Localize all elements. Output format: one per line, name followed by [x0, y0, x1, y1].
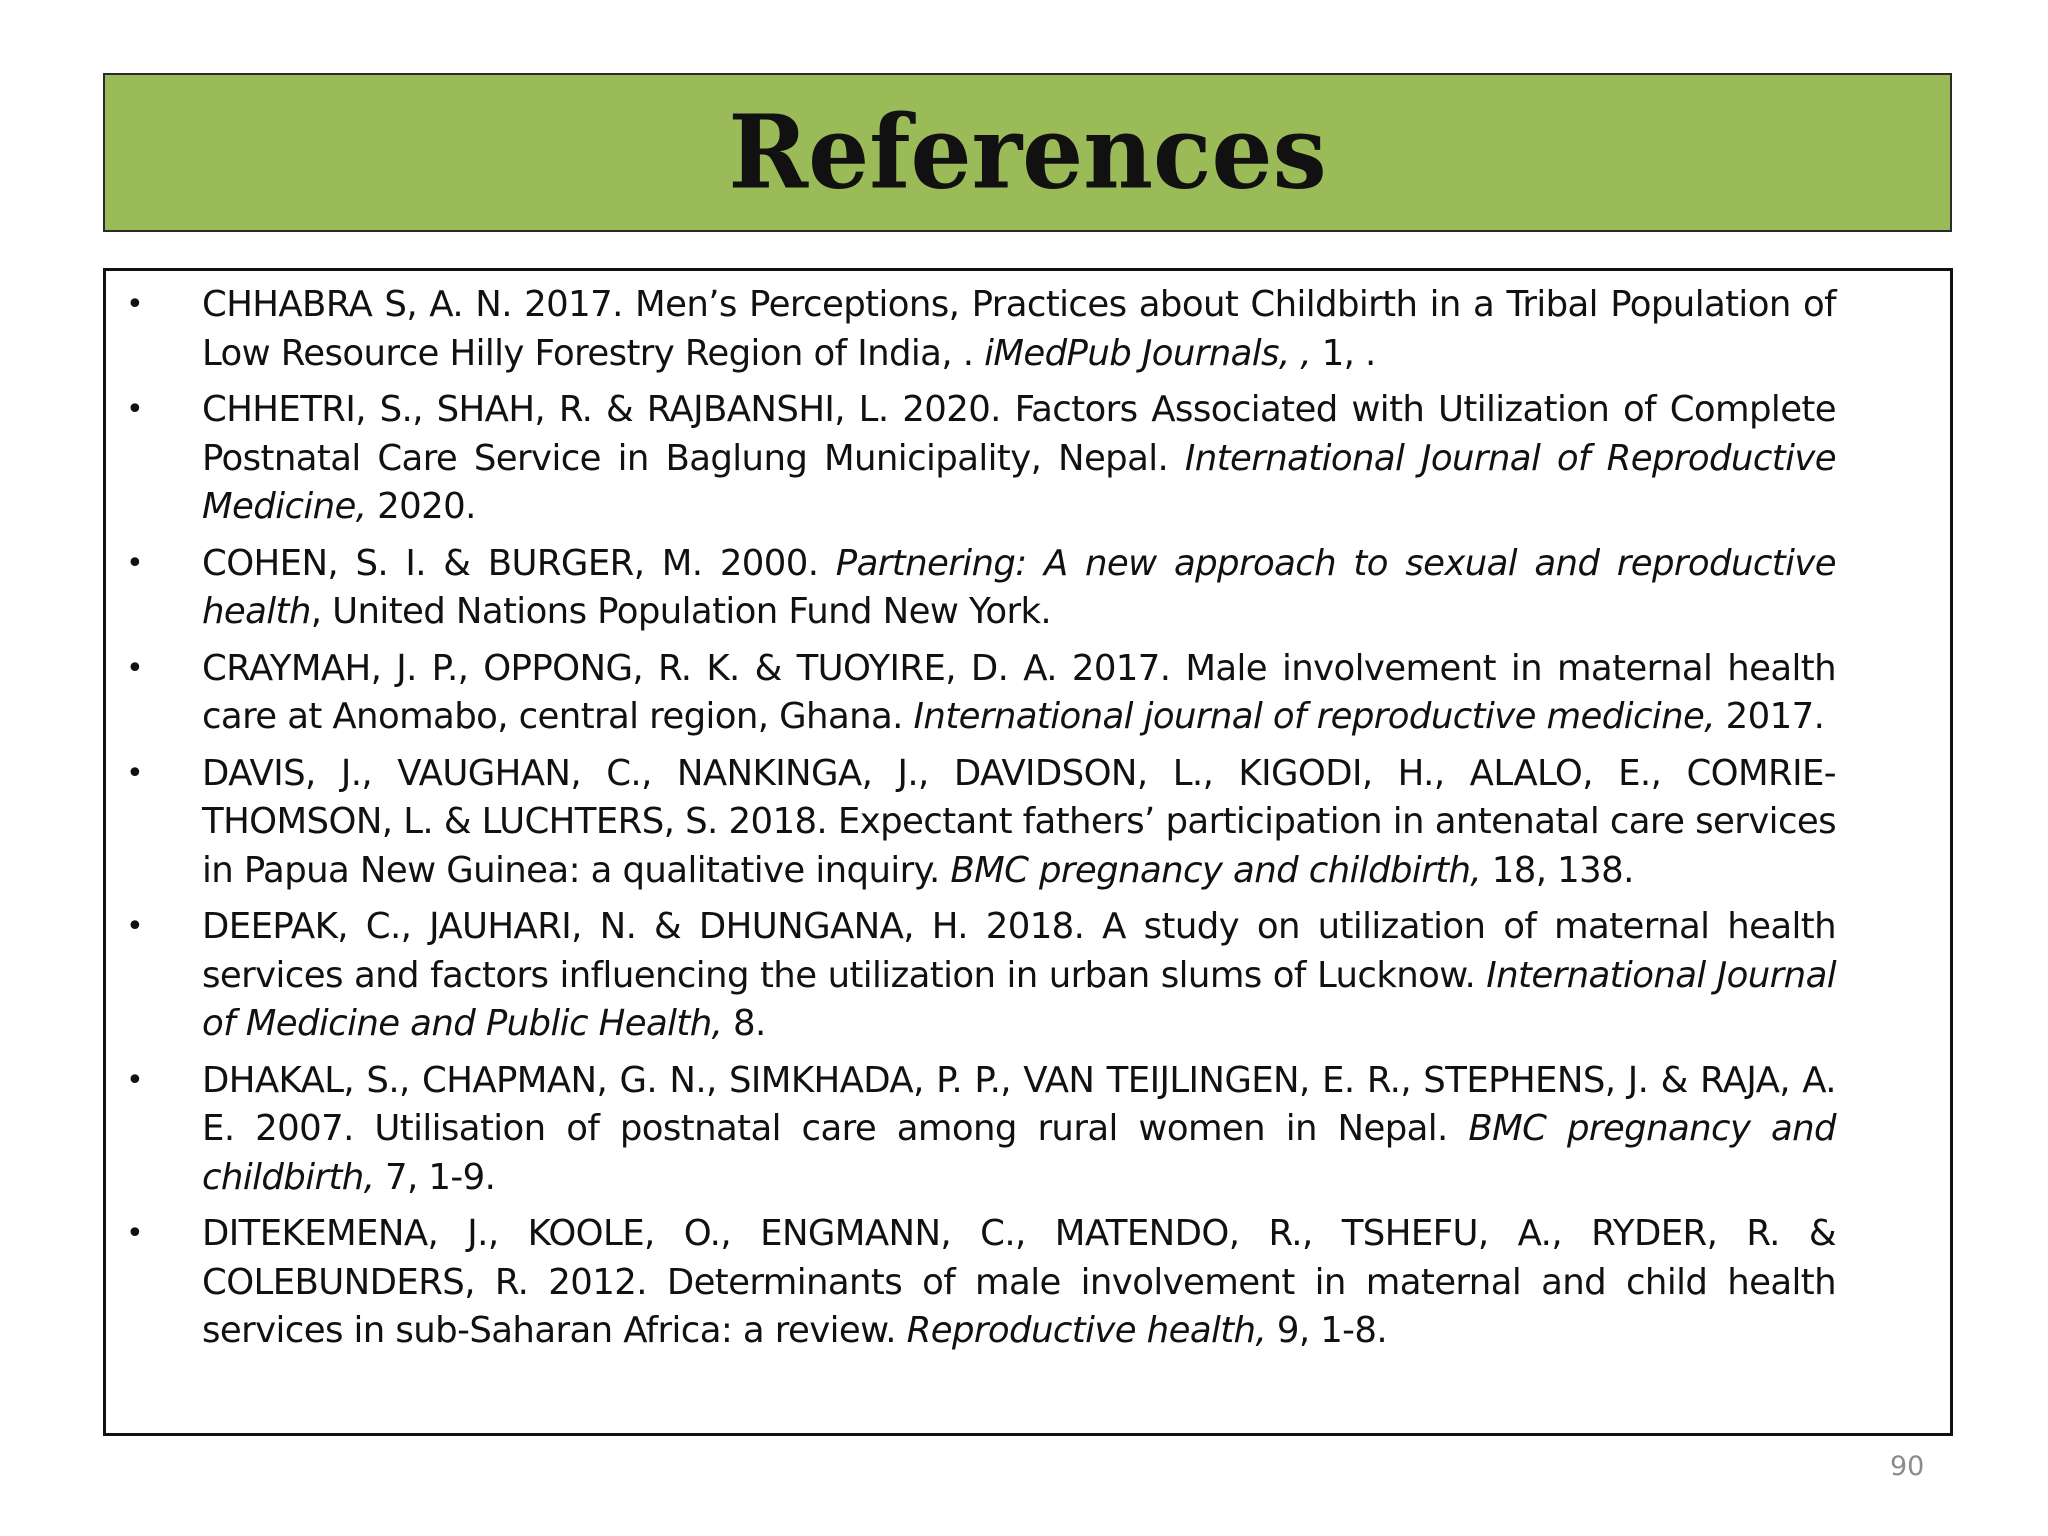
reference-tail: 2017.	[1715, 696, 1825, 737]
references-box	[103, 268, 1953, 1436]
reference-item	[126, 903, 1836, 1049]
bullet-icon: •	[126, 755, 144, 791]
reference-journal: BMC pregnancy and childbirth,	[202, 1108, 1836, 1198]
bullet-icon: •	[126, 287, 144, 322]
bullet-icon: •	[126, 1062, 144, 1098]
bullet-icon: •	[126, 392, 144, 427]
bullet-icon: •	[126, 545, 144, 581]
reference-journal: International journal of reproductive medicine,	[913, 696, 1715, 737]
title-banner	[103, 73, 1952, 232]
reference-volume: 9	[1266, 1310, 1299, 1351]
bullet-icon: •	[126, 909, 144, 944]
reference-journal: International Journal of Reproductive Medicine,	[202, 437, 1836, 527]
reference-tail: , United Nations Population Fund New York.	[310, 591, 1052, 632]
reference-text: CHHETRI, S., SHAH, R. & RAJBANSHI, L. 2020. Factors Associated with Utilization of Complete Postnatal Care Service in Baglung Municipality, Nepal.	[202, 389, 1836, 479]
reference-text: DEEPAK, C., JAUHARI, N. & DHUNGANA, H. 2018. A study on utilization of maternal health services and factors influencing the utilization in urban slums of Lucknow.	[202, 906, 1836, 996]
reference-item	[126, 386, 1836, 532]
reference-list	[126, 281, 1836, 1364]
reference-item	[126, 1210, 1836, 1356]
reference-item	[126, 540, 1836, 637]
reference-tail: 8.	[722, 1003, 766, 1044]
reference-journal: International Journal of Medicine and Public Health,	[202, 954, 1836, 1044]
reference-text: COHEN, S. I. & BURGER, M. 2000.	[202, 542, 836, 584]
reference-tail: , 1-9.	[407, 1156, 496, 1198]
reference-volume: 7	[374, 1156, 408, 1198]
reference-volume: 18	[1481, 849, 1536, 891]
page-number: 90	[1890, 1451, 1925, 1482]
reference-item	[126, 750, 1836, 896]
reference-journal: BMC pregnancy and childbirth,	[950, 849, 1482, 891]
reference-tail: , 138.	[1535, 849, 1634, 891]
slide-title: References	[728, 92, 1327, 212]
reference-text: DHAKAL, S., CHAPMAN, G. N., SIMKHADA, P. P., VAN TEIJLINGEN, E. R., STEPHENS, J. & RAJA, A. E. 2007. Utilisation of postnatal care among rural women in Nepal.	[202, 1059, 1836, 1149]
reference-journal: Partnering: A new approach to sexual and reproductive health	[202, 542, 1836, 632]
reference-journal: Reproductive health,	[906, 1310, 1267, 1351]
reference-item	[126, 645, 1836, 742]
reference-tail: 2020.	[366, 486, 476, 527]
reference-item	[126, 1057, 1836, 1203]
reference-tail: , 1-8.	[1298, 1310, 1388, 1351]
bullet-icon: •	[126, 650, 144, 686]
reference-tail: 1, .	[1311, 332, 1376, 374]
reference-item	[126, 281, 1836, 378]
reference-text: CHHABRA S, A. N. 2017. Men’s Perceptions, Practices about Childbirth in a Tribal Population of Low Resource Hilly Forestry Region of India, .	[202, 284, 1836, 374]
bullet-icon: •	[126, 1216, 144, 1251]
reference-journal: iMedPub Journals, ,	[984, 332, 1312, 374]
reference-text: DAVIS, J., VAUGHAN, C., NANKINGA, J., DAVIDSON, L., KIGODI, H., ALALO, E., COMRIE-THOMSON, L. & LUCHTERS, S. 2018. Expectant fathers’ participation in antenatal care services in Papua New Guinea: a qualitative inquiry.	[202, 752, 1836, 891]
reference-text: CRAYMAH, J. P., OPPONG, R. K. & TUOYIRE, D. A. 2017. Male involvement in maternal health care at Anomabo, central region, Ghana.	[202, 647, 1836, 737]
reference-text: DITEKEMENA, J., KOOLE, O., ENGMANN, C., MATENDO, R., TSHEFU, A., RYDER, R. & COLEBUNDERS, R. 2012. Determinants of male involvement in maternal and child health services in sub-Saharan Africa: a review.	[202, 1213, 1836, 1351]
